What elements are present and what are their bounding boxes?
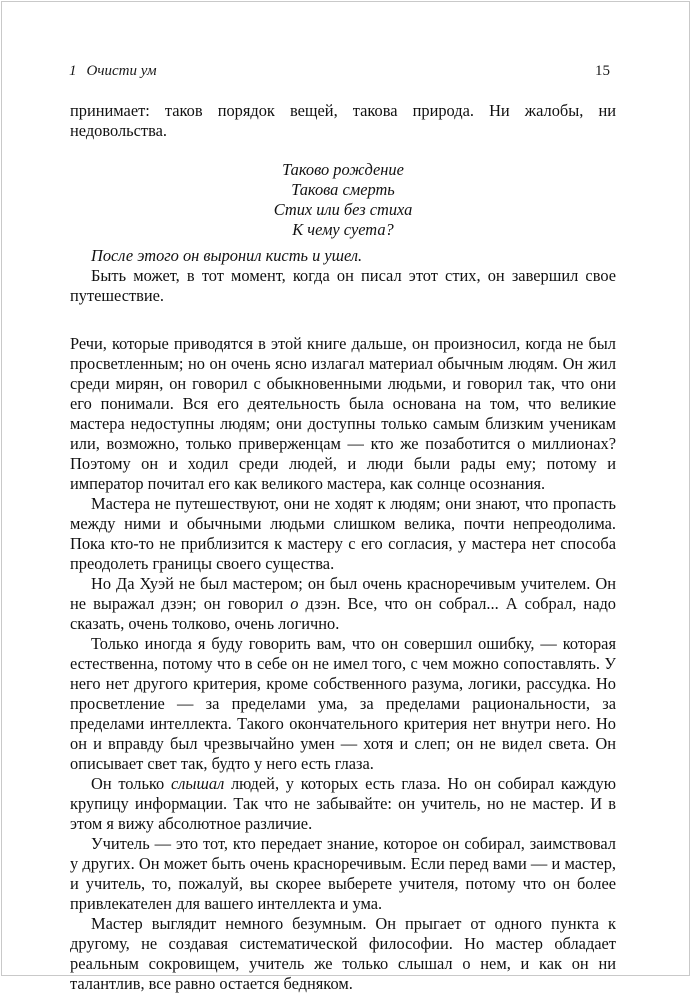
poem-line: Такова смерть	[291, 180, 395, 199]
chapter-title: Очисти ум	[86, 63, 157, 79]
paragraph: Мастера не путешествуют, они не ходят к людям; они знают, что пропасть между ними и обычными людьми слишком велика, почти непреодолима. Пока кто-то не приблизится к мастеру с его согласия, у мастера нет способа преодолеть границы своего существа.	[70, 494, 616, 573]
poem-line: К чему суета?	[292, 220, 394, 239]
paragraph: принимает: таков порядок вещей, такова природа. Ни жалобы, ни недовольства.	[70, 101, 616, 140]
poem-line: Стих или без стиха	[273, 200, 413, 219]
running-header	[69, 63, 610, 80]
paragraph	[70, 774, 616, 834]
text-run: Но Да Хуэй не был мастером; он был очень красноречивым учителем. Он не выражал дзэн; он говорил	[70, 574, 616, 613]
emphasis: слышал	[170, 774, 225, 793]
paragraph	[70, 574, 616, 634]
paragraph	[70, 246, 616, 266]
emphasis: о	[290, 594, 299, 613]
italic-sentence: После этого он выронил кисть и ушел.	[91, 246, 363, 265]
page-body	[70, 101, 616, 994]
page-number: 15	[595, 63, 610, 79]
text-run: людей, у которых есть глаза. Но он собирал каждую крупицу информации. Так что не забывайте: он учитель, но не мастер. И в этом я вижу абсолютное различие.	[70, 774, 616, 833]
paragraph: Мастер выглядит немного безумным. Он прыгает от одного пункта к другому, не создавая систематической философии. Но мастер обладает реальным сокровищем, учитель же только слышал о нем, и как он ни талантлив, все равно остается бедняком.	[70, 914, 616, 993]
text-run: дзэн. Все, что он собрал... А собрал, надо сказать, очень толково, очень логично.	[70, 594, 617, 633]
paragraph: Речи, которые приводятся в этой книге дальше, он произносил, когда не был просветленным; но он очень ясно излагал материал обычным людям. Он жил среди мирян, он говорил с обыкновенными людьми, и говорил так, что они его понимали. Вся его деятельность была основана на том, что великие мастера недоступны людям; они доступны только самым близким ученикам или, возможно, только приверженцам — кто же позаботится о миллионах? Поэтому он и ходил среди людей, и люди были рады ему; потому и император почитал его как великого мастера, как солнце осознания.	[70, 334, 616, 493]
book-page	[1, 1, 690, 993]
paragraph: Быть может, в тот момент, когда он писал этот стих, он завершил свое путешествие.	[70, 266, 616, 305]
section-break	[70, 306, 616, 334]
text-run: Он только	[91, 774, 171, 793]
chapter-number: 1	[69, 63, 77, 79]
paragraph: Только иногда я буду говорить вам, что он совершил ошибку, — которая естественна, потому что в себе он не имел того, с чем можно сопоставлять. У него нет другого критерия, кроме собственного разума, логики, рассудка. Но просветление — за пределами ума, за пределами рациональности, за пределами интеллекта. Такого окончательного критерия нет внутри него. Но он и вправду был чрезвычайно умен — хотя и слеп; он не видел света. Он описывает свет так, будто у него есть глаза.	[70, 634, 616, 773]
paragraph: Учитель — это тот, кто передает знание, которое он собирал, заимствовал у других. Он может быть очень красноречивым. Если перед вами — и мастер, и учитель, то, пожалуй, вы скорее выберете учителя, потому что он более привлекателен для вашего интеллекта и ума.	[70, 834, 616, 913]
poem-line: Таково рождение	[282, 160, 404, 179]
poem	[70, 160, 616, 240]
